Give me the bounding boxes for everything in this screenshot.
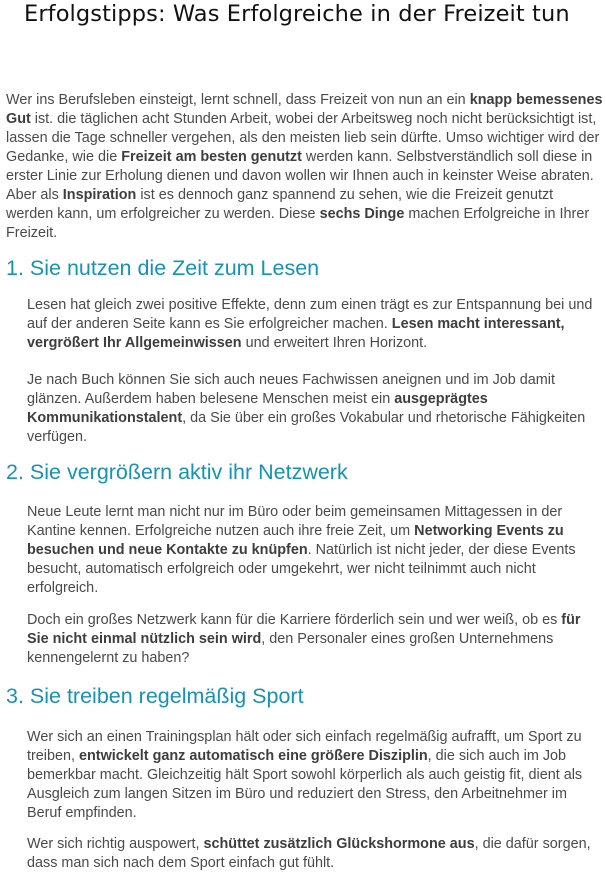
intro-text: ist es dennoch ganz spannend zu sehen, wie die Freizeit genutzt werden kann, um erfolgreicher zu werden. Diese xyxy=(6,187,554,222)
paragraph-text: . Natürlich ist nicht jeder, der diese Events besucht, automatisch erfolgreich oder umgekehrt, wer nicht teilnimmt auch nicht erfolgreich. xyxy=(27,542,576,596)
section-paragraph xyxy=(27,611,605,668)
intro-paragraph xyxy=(6,91,604,243)
page-title: Erfolgstipps: Was Erfolgreiche in der Freizeit tun xyxy=(24,1,570,27)
paragraph-text: und erweitert Ihren Horizont. xyxy=(241,335,428,351)
paragraph-text: , den Personaler eines großen Unternehmens kennengelernt zu haben? xyxy=(27,631,554,666)
paragraph-bold: Networking Events zu besuchen und neue Kontakte zu knüpfen xyxy=(27,523,564,558)
section-paragraph xyxy=(27,835,605,873)
section-heading-network: 2. Sie vergrößern aktiv ihr Netzwerk xyxy=(6,460,348,484)
intro-text: Wer ins Berufsleben einsteigt, lernt schnell, dass Freizeit von nun an ein xyxy=(6,92,470,108)
intro-text: machen Erfolgreiche in Ihrer Freizeit. xyxy=(6,206,590,241)
section-paragraph xyxy=(27,371,605,447)
paragraph-text: Wer sich an einen Trainingsplan hält oder sich einfach regelmäßig aufrafft, um Sport zu treiben, xyxy=(27,729,582,764)
section-heading-reading: 1. Sie nutzen die Zeit zum Lesen xyxy=(6,256,320,280)
paragraph-text: , die sich auch im Job bemerkbar macht. Gleichzeitig hält Sport sowohl körperlich als auch geistig fit, dient als Ausgleich zum langen Sitzen im Büro und reduziert den Stress, den Arbeitnehmer im Beruf empfinden. xyxy=(27,748,583,821)
paragraph-bold: entwickelt ganz automatisch eine größere Disziplin xyxy=(79,748,428,764)
paragraph-text: Wer sich richtig auspowert, xyxy=(27,836,204,852)
paragraph-bold: Lesen macht interessant, vergrößert Ihr Allgemeinwissen xyxy=(27,316,565,351)
paragraph-bold: ausgeprägtes Kommunikationstalent xyxy=(27,391,488,426)
paragraph-bold: schüttet zusätzlich Glückshormone aus xyxy=(203,836,475,852)
intro-bold: Inspiration xyxy=(62,187,137,203)
paragraph-bold: für Sie nicht einmal nützlich sein wird xyxy=(27,612,581,647)
section-paragraph xyxy=(27,503,605,598)
paragraph-text: Lesen hat gleich zwei positive Effekte, denn zum einen trägt es zur Entspannung bei und auf der anderen Seite kann es Sie erfolgreicher machen. xyxy=(27,297,593,332)
paragraph-text: Doch ein großes Netzwerk kann für die Karriere förderlich sein und wer weiß, ob es xyxy=(27,612,562,628)
paragraph-text: Neue Leute lernt man nicht nur im Büro oder beim gemeinsamen Mittagessen in der Kantine kennen. Erfolgreiche nutzen auch ihre freie Zeit, um xyxy=(27,504,563,539)
section-heading-sport: 3. Sie treiben regelmäßig Sport xyxy=(6,684,304,708)
section-paragraph xyxy=(27,296,605,353)
intro-bold: Freizeit am besten genutzt xyxy=(121,149,302,165)
intro-bold: knapp bemessenes Gut xyxy=(6,92,603,127)
intro-text: werden kann. Selbstverständlich soll diese in erster Linie zur Erholung dienen und davon wollen wir Ihnen auch in keinster Weise abraten. Aber als xyxy=(6,149,594,203)
section-paragraph xyxy=(27,728,605,823)
paragraph-text: , da Sie über ein großes Vokabular und rhetorische Fähigkeiten verfügen. xyxy=(27,410,586,445)
intro-text: ist. die täglichen acht Stunden Arbeit, wobei der Arbeitsweg noch nicht berücksichtigt ist, lassen die Tage schneller vergehen, als den meisten lieb sein dürfte. Umso wichtiger wird der Gedanke, wie die xyxy=(6,111,600,165)
paragraph-text: , die dafür sorgen, dass man sich nach dem Sport einfach gut fühlt. xyxy=(27,836,591,871)
intro-bold: sechs Dinge xyxy=(319,206,405,222)
paragraph-text: Je nach Buch können Sie sich auch neues Fachwissen aneignen und im Job damit glänzen. Außerdem haben belesene Menschen meist ein xyxy=(27,372,555,407)
